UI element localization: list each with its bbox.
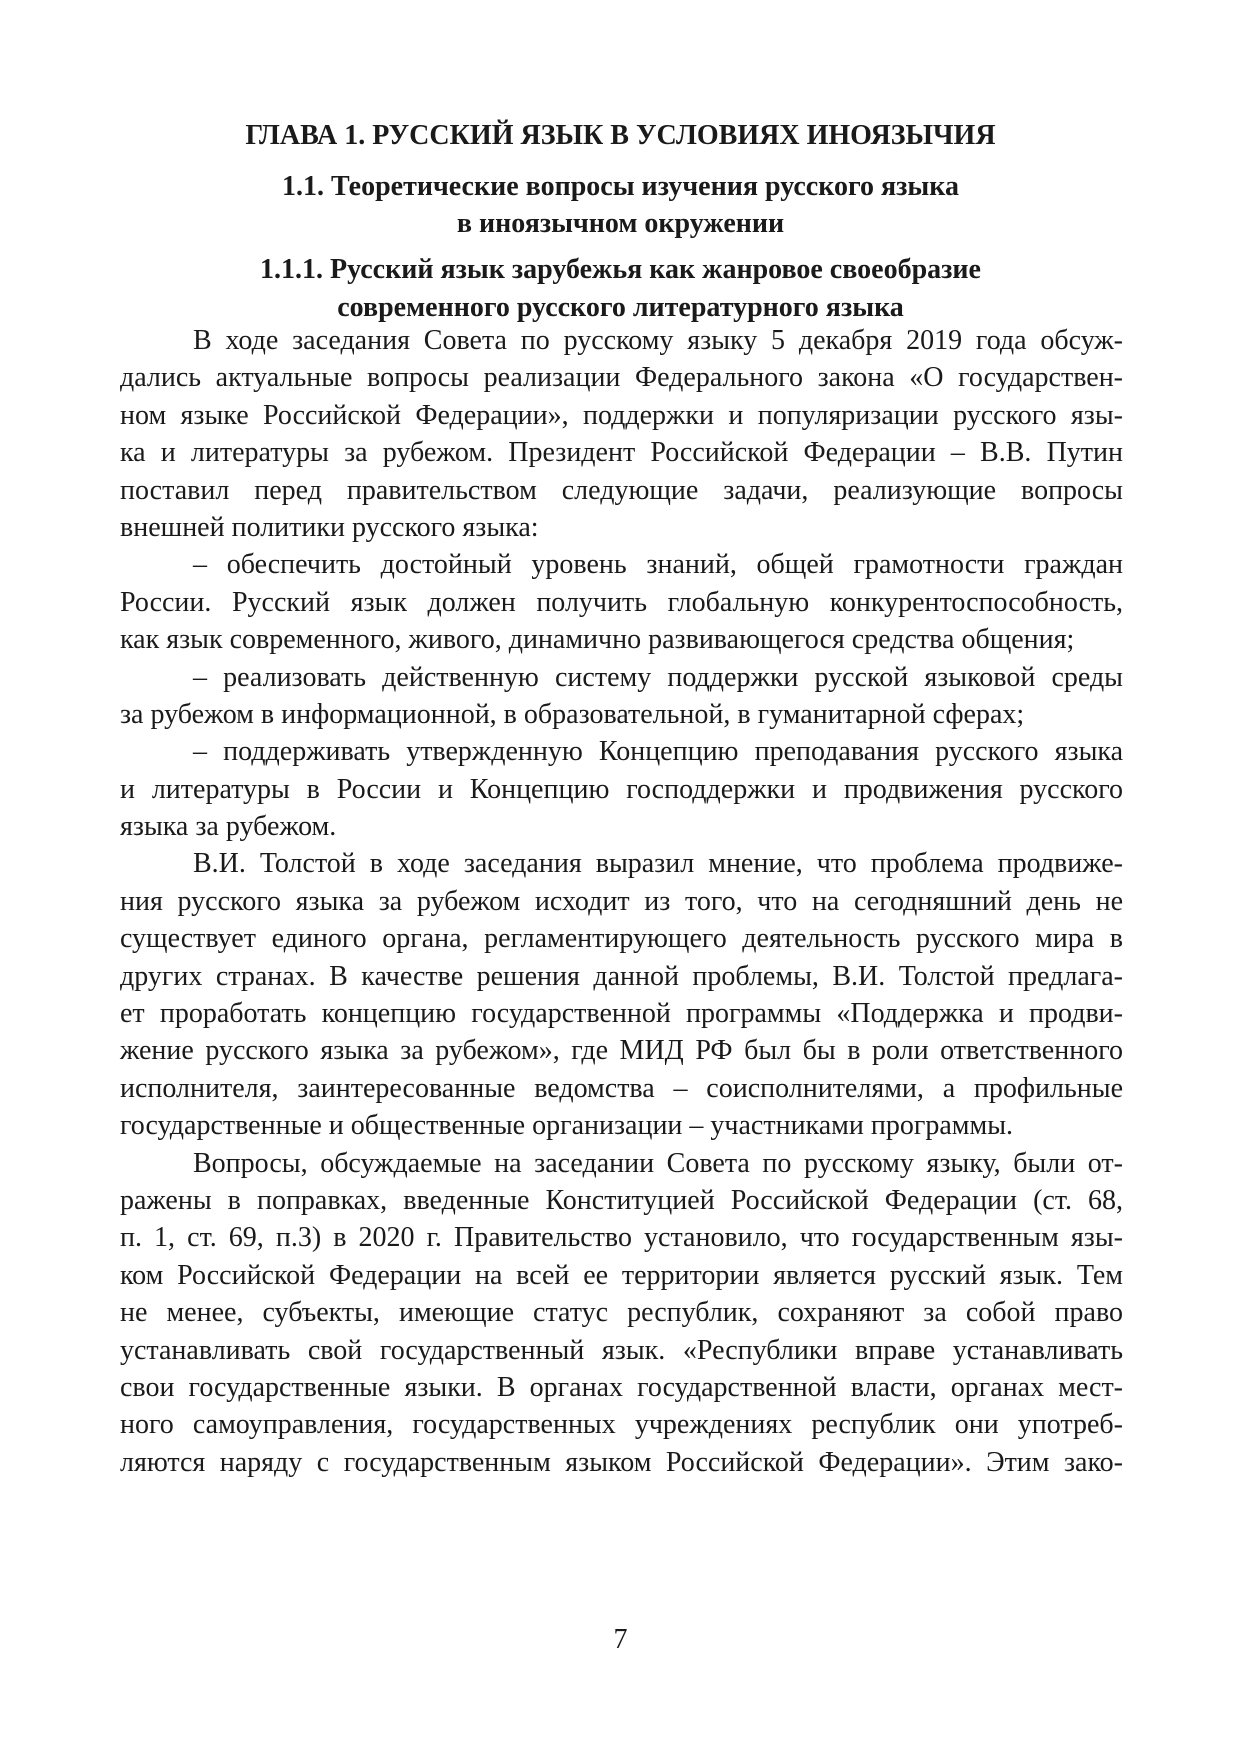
text-line: государственные и общественные организации – участниками программы.: [120, 1110, 1014, 1142]
paragraph: [120, 845, 1123, 1144]
text-line: других странах. В качестве решения данной проблемы, В.И. Толстой предлага-: [120, 960, 1123, 992]
text-line: языка за рубежом.: [120, 811, 337, 843]
text-line: ражены в поправках, введенные Конституцией Российской Федерации (ст. 68,: [120, 1184, 1123, 1216]
paragraph: [120, 733, 1123, 845]
text-line: – обеспечить достойный уровень знаний, общей грамотности граждан: [193, 549, 1123, 581]
text-line: как язык современного, живого, динамично развивающегося средства общения;: [120, 624, 1075, 656]
page-number: 7: [613, 1624, 628, 1655]
chapter-title: ГЛАВА 1. РУССКИЙ ЯЗЫК В УСЛОВИЯХ ИНОЯЗЫЧИЯ: [245, 120, 996, 151]
text-line: свои государственные языки. В органах государственной власти, органах мест-: [120, 1371, 1123, 1403]
text-line: ном языке Российской Федерации», поддержки и популяризации русского язы-: [120, 399, 1123, 431]
paragraph: [120, 546, 1123, 658]
text-line: поставил перед правительством следующие задачи, реализующие вопросы: [120, 474, 1123, 506]
text-line: за рубежом в информационной, в образовательной, в гуманитарной сферах;: [120, 698, 1025, 730]
text-line: ного самоуправления, государственных учреждениях республик они употреб-: [120, 1409, 1123, 1441]
text-line: существует единого органа, регламентирующего деятельность русского мира в: [120, 923, 1123, 955]
text-line: – поддерживать утвержденную Концепцию преподавания русского языка: [193, 736, 1123, 768]
subsection-title-line-1: 1.1.1. Русский язык зарубежья как жанровое своеобразие: [260, 254, 981, 285]
subsection-title-line-2: современного русского литературного языка: [337, 292, 904, 323]
text-line: дались актуальные вопросы реализации Федерального закона «О государствен-: [120, 362, 1123, 394]
text-line: ком Российской Федерации на всей ее территории является русский язык. Тем: [120, 1259, 1123, 1291]
text-line: ния русского языка за рубежом исходит из того, что на сегодняшний день не: [120, 885, 1123, 917]
paragraph: [120, 1145, 1123, 1482]
section-title-line-2: в иноязычном окружении: [456, 208, 785, 239]
text-line: не менее, субъекты, имеющие статус республик, сохраняют за собой право: [120, 1297, 1123, 1329]
text-line: ка и литературы за рубежом. Президент Российской Федерации – В.В. Путин: [120, 437, 1123, 469]
section-title-line-1: 1.1. Теоретические вопросы изучения русского языка: [282, 171, 959, 202]
body-text: [120, 322, 1123, 1481]
text-line: Вопросы, обсуждаемые на заседании Совета по русскому языку, были от-: [193, 1147, 1123, 1179]
text-line: В.И. Толстой в ходе заседания выразил мнение, что проблема продвиже-: [193, 848, 1123, 880]
paragraph: [120, 322, 1123, 546]
text-line: п. 1, ст. 69, п.3) в 2020 г. Правительство установило, что государственным язы-: [120, 1222, 1123, 1254]
text-line: России. Русский язык должен получить глобальную конкурентоспособность,: [120, 586, 1123, 618]
text-line: ляются наряду с государственным языком Российской Федерации». Этим зако-: [120, 1446, 1123, 1478]
text-line: – реализовать действенную систему поддержки русской языковой среды: [193, 661, 1123, 693]
text-line: исполнителя, заинтересованные ведомства – соисполнителями, а профильные: [120, 1072, 1123, 1104]
text-line: жение русского языка за рубежом», где МИД РФ был бы в роли ответственного: [120, 1035, 1123, 1067]
text-line: В ходе заседания Совета по русскому языку 5 декабря 2019 года обсуж-: [193, 325, 1123, 356]
paragraph: [120, 659, 1123, 734]
text-line: ет проработать концепцию государственной программы «Поддержка и продви-: [120, 998, 1123, 1030]
text-line: внешней политики русского языка:: [120, 511, 539, 543]
text-line: и литературы в России и Концепцию господдержки и продвижения русского: [120, 773, 1123, 805]
text-line: устанавливать свой государственный язык. «Республики вправе устанавливать: [120, 1334, 1123, 1366]
